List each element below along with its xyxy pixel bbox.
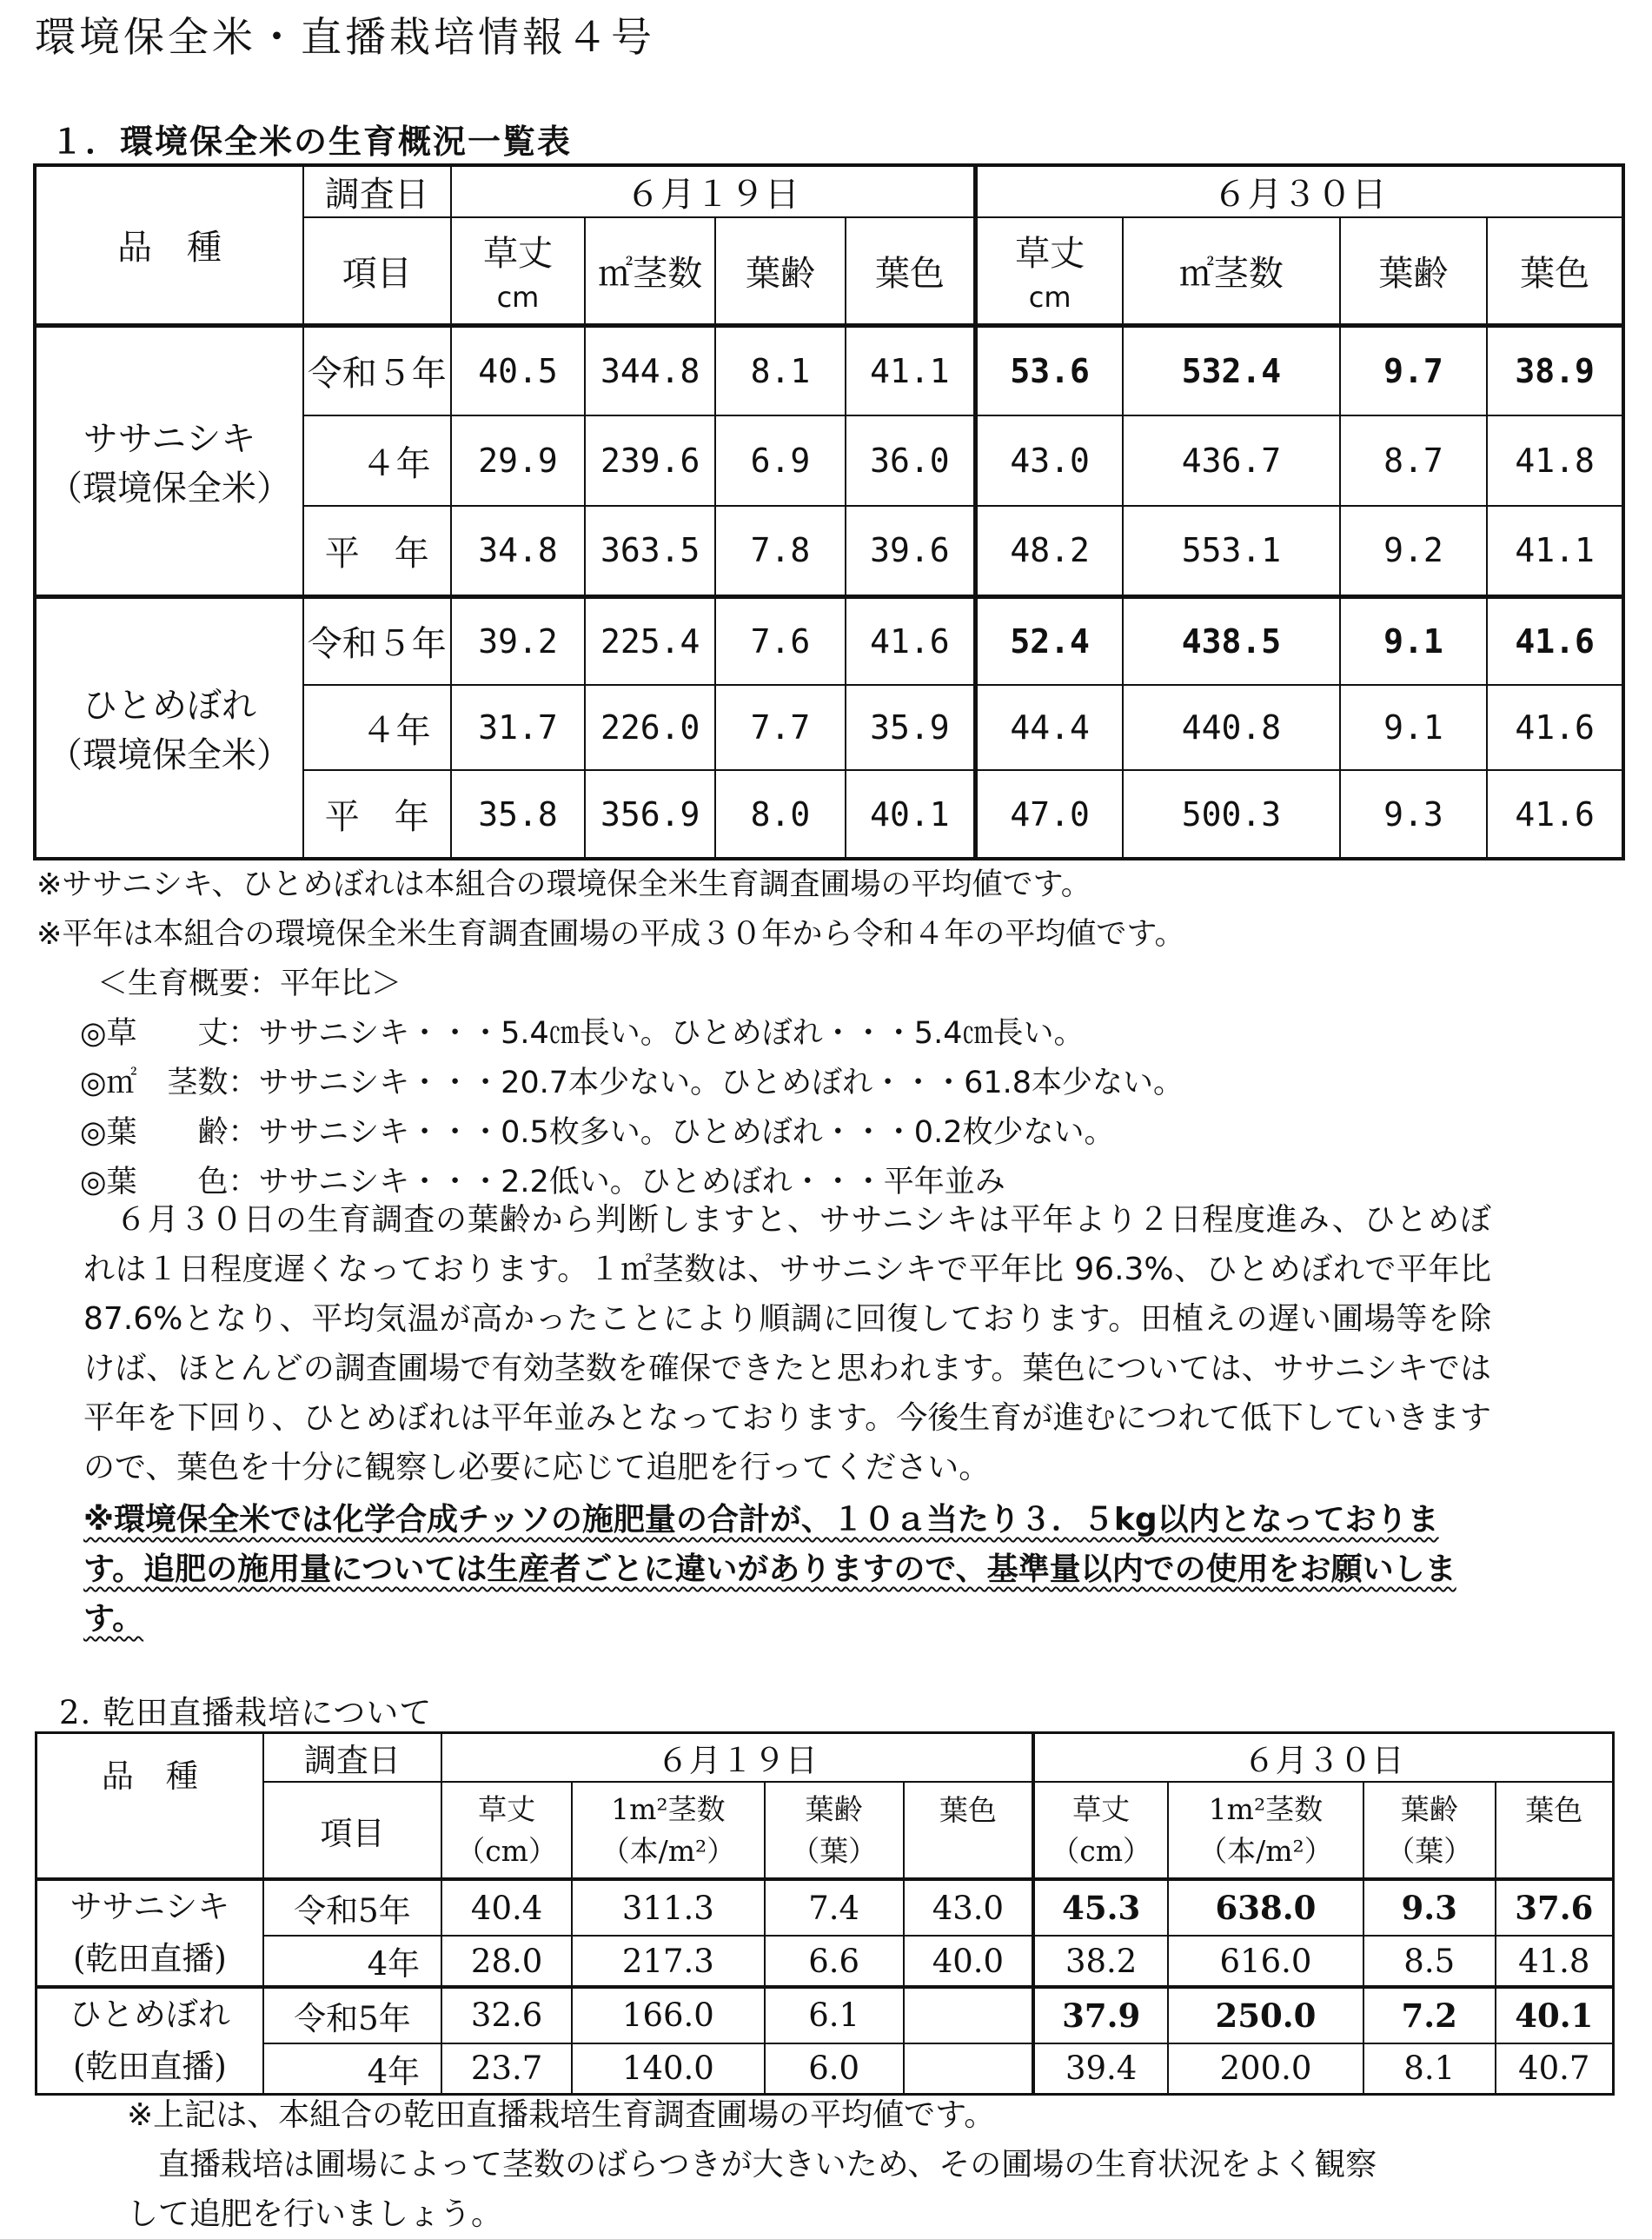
section2-notes (83, 2090, 1578, 2239)
header-height-2: 草丈 （cm） (1033, 1782, 1168, 1879)
value-cell: 638.0 (1168, 1879, 1363, 1936)
header-date1: ６月１９日 (451, 165, 976, 217)
value-cell: 9.3 (1340, 770, 1488, 859)
value-cell: 37.9 (1033, 1987, 1168, 2043)
section2-title: 2. 乾田直播栽培について (59, 1694, 433, 1731)
value-cell: 226.0 (585, 685, 715, 770)
value-cell: 38.9 (1487, 325, 1623, 415)
table-row (36, 1936, 1614, 1987)
value-cell: 41.6 (1487, 770, 1623, 859)
note: ※上記は、本組合の乾田直播栽培生育調査圃場の平均値です。 (127, 2097, 996, 2133)
value-cell: 45.3 (1033, 1879, 1168, 1936)
value-cell: 36.0 (846, 415, 976, 506)
value-cell: 553.1 (1123, 506, 1339, 596)
header-variety: 品 種 (35, 165, 303, 325)
value-cell: 9.1 (1340, 685, 1488, 770)
table-row (36, 1987, 1614, 2043)
header-height-2: 草丈 cm (976, 217, 1124, 325)
value-cell: 41.1 (1487, 506, 1623, 596)
summary-title: ＜生育概要：平年比＞ (97, 967, 402, 1001)
value-cell: 38.2 (1033, 1936, 1168, 1987)
header-leaf-age-2: 葉齢 （葉） (1363, 1782, 1496, 1879)
header-leaf-color-1: 葉色 (846, 217, 976, 325)
value-cell: 28.0 (441, 1936, 572, 1987)
value-cell: 7.8 (715, 506, 846, 596)
variety-cell: ササニシキ （環境保全米） (35, 325, 303, 596)
header-height-1: 草丈 （cm） (441, 1782, 572, 1879)
page-title: 環境保全米・直播栽培情報４号 (35, 14, 655, 62)
value-cell: 37.6 (1496, 1879, 1614, 1936)
table-row (36, 2043, 1614, 2095)
value-cell: 34.8 (451, 506, 586, 596)
variety-cell: ササニシキ (乾田直播) (36, 1879, 263, 1987)
header-date2: ６月３０日 (1033, 1733, 1613, 1783)
year-cell: 4年 (263, 1936, 441, 1987)
value-cell: 41.6 (1487, 685, 1623, 770)
value-cell: 532.4 (1123, 325, 1339, 415)
value-cell (904, 2043, 1034, 2095)
year-cell: ４年 (303, 415, 451, 506)
value-cell: 356.9 (585, 770, 715, 859)
value-cell: 217.3 (572, 1936, 765, 1987)
value-cell: 7.4 (765, 1879, 904, 1936)
value-cell (904, 1987, 1034, 2043)
value-cell: 239.6 (585, 415, 715, 506)
value-cell: 311.3 (572, 1879, 765, 1936)
note: して追肥を行いましょう。 (127, 2196, 503, 2232)
note: 直播栽培は圃場によって茎数のばらつきが大きいため、その圃場の生育状況をよく観察 (127, 2147, 1377, 2183)
summary-line: ◎葉 齢：ササニシキ・・・0.5枚多い。ひとめぼれ・・・0.2枚少ない。 (80, 1115, 1115, 1150)
year-cell: 平 年 (303, 770, 451, 859)
value-cell: 52.4 (976, 596, 1124, 685)
value-cell: 500.3 (1123, 770, 1339, 859)
value-cell: 40.1 (1496, 1987, 1614, 2043)
value-cell: 8.1 (1363, 2043, 1496, 2095)
value-cell: 31.7 (451, 685, 586, 770)
value-cell: 166.0 (572, 1987, 765, 2043)
header-leaf-color-2: 葉色 (1496, 1782, 1614, 1879)
value-cell: 140.0 (572, 2043, 765, 2095)
summary-line: ◎葉 色：ササニシキ・・・2.2低い。ひとめぼれ・・・平年並み (80, 1165, 1005, 1199)
value-cell: 41.1 (846, 325, 976, 415)
year-cell: 令和5年 (263, 1879, 441, 1936)
header-stems-2: 1m²茎数 （本/m²） (1168, 1782, 1363, 1879)
value-cell: 225.4 (585, 596, 715, 685)
value-cell: 40.1 (846, 770, 976, 859)
value-cell: 6.1 (765, 1987, 904, 2043)
value-cell: 40.4 (441, 1879, 572, 1936)
header-date2: ６月３０日 (976, 165, 1623, 217)
value-cell: 41.6 (1487, 596, 1623, 685)
value-cell: 7.6 (715, 596, 846, 685)
value-cell: 39.2 (451, 596, 586, 685)
value-cell: 7.7 (715, 685, 846, 770)
value-cell: 23.7 (441, 2043, 572, 2095)
value-cell: 8.5 (1363, 1936, 1496, 1987)
section1-notes (36, 860, 1627, 1207)
value-cell: 41.6 (846, 596, 976, 685)
value-cell: 43.0 (904, 1879, 1034, 1936)
value-cell: 40.5 (451, 325, 586, 415)
table-row (36, 1879, 1614, 1936)
header-leaf-color-2: 葉色 (1487, 217, 1623, 325)
header-date1: ６月１９日 (441, 1733, 1033, 1783)
section2-table (35, 1731, 1615, 2096)
value-cell: 41.8 (1487, 415, 1623, 506)
year-cell: 平 年 (303, 506, 451, 596)
value-cell: 438.5 (1123, 596, 1339, 685)
warning-text: ※環境保全米では化学合成チッソの施肥量の合計が、１０ａ当たり３．５kg以内となっております。追肥の施用量については生産者ごとに違いがありますので、基準量以内での使用をお願いします。 (83, 1502, 1456, 1637)
header-leaf-age-2: 葉齢 (1340, 217, 1488, 325)
section1-warning (83, 1495, 1491, 1644)
header-stems-2: ㎡茎数 (1123, 217, 1339, 325)
variety-cell: ひとめぼれ （環境保全米） (35, 596, 303, 859)
value-cell: 41.8 (1496, 1936, 1614, 1987)
value-cell: 8.0 (715, 770, 846, 859)
value-cell: 53.6 (976, 325, 1124, 415)
value-cell: 39.4 (1033, 2043, 1168, 2095)
value-cell: 436.7 (1123, 415, 1339, 506)
value-cell: 35.8 (451, 770, 586, 859)
value-cell: 9.2 (1340, 506, 1488, 596)
value-cell: 39.6 (846, 506, 976, 596)
value-cell: 47.0 (976, 770, 1124, 859)
value-cell: 29.9 (451, 415, 586, 506)
value-cell: 9.3 (1363, 1879, 1496, 1936)
header-leaf-age-1: 葉齢 （葉） (765, 1782, 904, 1879)
header-stems-1: ㎡茎数 (585, 217, 715, 325)
header-leaf-age-1: 葉齢 (715, 217, 846, 325)
year-cell: 令和5年 (263, 1987, 441, 2043)
value-cell: 44.4 (976, 685, 1124, 770)
value-cell: 6.0 (765, 2043, 904, 2095)
table-row (35, 325, 1623, 415)
value-cell: 6.9 (715, 415, 846, 506)
value-cell: 32.6 (441, 1987, 572, 2043)
year-cell: 令和５年 (303, 325, 451, 415)
section1-table (33, 163, 1625, 860)
value-cell: 40.7 (1496, 2043, 1614, 2095)
value-cell: 250.0 (1168, 1987, 1363, 2043)
value-cell: 9.7 (1340, 325, 1488, 415)
header-height-1: 草丈 cm (451, 217, 586, 325)
value-cell: 6.6 (765, 1936, 904, 1987)
value-cell: 40.0 (904, 1936, 1034, 1987)
note: ※ササニシキ、ひとめぼれは本組合の環境保全米生育調査圃場の平均値です。 (36, 867, 1091, 902)
note: ※平年は本組合の環境保全米生育調査圃場の平成３０年から令和４年の平均値です。 (36, 917, 1185, 952)
header-variety: 品 種 (36, 1733, 263, 1880)
header-survey-date: 調査日 (303, 165, 451, 217)
value-cell: 43.0 (976, 415, 1124, 506)
variety-cell: ひとめぼれ (乾田直播) (36, 1987, 263, 2095)
header-item: 項目 (303, 217, 451, 325)
body-text: ６月３０日の生育調査の葉齢から判断しますと、ササニシキは平年より２日程度進み、ひとめぼれは１日程度遅くなっております。１㎡茎数は、ササニシキで平年比 96.3%、ひとめぼれで平年比 87.6%となり、平均気温が高かったことにより順調に回復しております。田植えの遅い圃場等を除けば、ほとんどの調査圃場で有効茎数を確保できたと思われます。葉色については、ササニシキでは平年を下回り、ひとめぼれは平年並みとなっております。今後生育が進むにつれて低下していきますので、葉色を十分に観察し必要に応じて追肥を行ってください。 (83, 1202, 1491, 1485)
value-cell: 200.0 (1168, 2043, 1363, 2095)
value-cell: 8.7 (1340, 415, 1488, 506)
value-cell: 7.2 (1363, 1987, 1496, 2043)
value-cell: 363.5 (585, 506, 715, 596)
value-cell: 48.2 (976, 506, 1124, 596)
section1-title: １．環境保全米の生育概況一覧表 (50, 123, 573, 161)
year-cell: ４年 (303, 685, 451, 770)
value-cell: 344.8 (585, 325, 715, 415)
year-cell: 令和５年 (303, 596, 451, 685)
summary-line: ◎㎡ 茎数：ササニシキ・・・20.7本少ない。ひとめぼれ・・・61.8本少ない。 (80, 1066, 1184, 1100)
value-cell: 9.1 (1340, 596, 1488, 685)
value-cell: 616.0 (1168, 1936, 1363, 1987)
year-cell: 4年 (263, 2043, 441, 2095)
value-cell: 35.9 (846, 685, 976, 770)
summary-line: ◎草 丈：ササニシキ・・・5.4㎝長い。ひとめぼれ・・・5.4㎝長い。 (80, 1016, 1085, 1051)
header-item: 項目 (263, 1782, 441, 1879)
value-cell: 8.1 (715, 325, 846, 415)
header-survey-date: 調査日 (263, 1733, 441, 1783)
header-stems-1: 1m²茎数 （本/m²） (572, 1782, 765, 1879)
value-cell: 440.8 (1123, 685, 1339, 770)
header-leaf-color-1: 葉色 (904, 1782, 1034, 1879)
table-row (35, 596, 1623, 685)
section1-body (83, 1195, 1491, 1492)
